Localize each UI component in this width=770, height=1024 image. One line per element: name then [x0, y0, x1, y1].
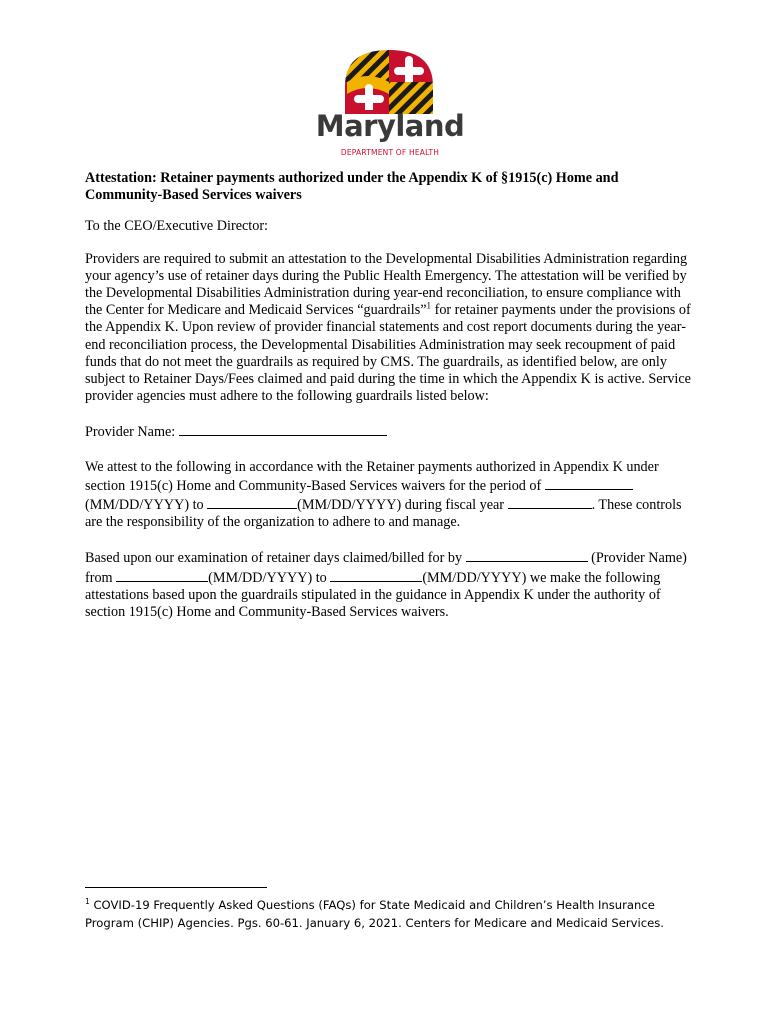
document-body: [85, 170, 695, 621]
intro-text-b: for retainer payments under the provisions of the Appendix K. Upon review of provider financial statements and cost report documents during the year-end reconciliation process, the Developmental Disabilities Administration may seek recoupment of paid funds that do not meet the guardrails as required by CMS. The guardrails, as identified below, are only subject to Retainer Days/Fees claimed and paid during the time in which the Appendix K is active. Service provider agencies must adhere to the following guardrails listed below:: [85, 302, 691, 405]
fiscal-year-field[interactable]: [508, 495, 592, 509]
examination-end-date-field[interactable]: [330, 568, 422, 582]
document-title: Attestation: Retainer payments authorized under the Appendix K of §1915(c) Home and Community-Based Services waivers: [85, 170, 619, 204]
attestation-paragraph: [85, 459, 695, 532]
footnote-reference[interactable]: 1: [426, 300, 432, 311]
logo-wordmark: Maryland: [315, 109, 465, 143]
examination-text-a: Based upon our examination of retainer days claimed/billed for by: [85, 550, 466, 567]
maryland-health-logo: [310, 50, 470, 160]
intro-text-a: Providers are required to submit an attestation to the Developmental Disabilities Administration regarding your agency’s use of retainer days during the Public Health Emergency. The attestation will be verified by the Developmental Disabilities Administration during year-end reconciliation, to ensure compliance with the Center for Medicare and Medicaid Services “guardrails”: [85, 250, 688, 319]
intro-paragraph: [85, 251, 695, 406]
attestation-text-a: We attest to the following in accordance with the Retainer payments authorized in Appendix K under section 1915(c) Home and Community-Based Services waivers for the period of: [85, 458, 659, 494]
examination-provider-field[interactable]: [466, 548, 588, 562]
period-start-date-field[interactable]: [545, 476, 633, 490]
provider-name-label: Provider Name:: [85, 424, 179, 441]
date-format-label-1: (MM/DD/YYYY) to: [85, 497, 208, 514]
examination-text-b: (Provider Name) from: [85, 550, 687, 586]
examination-start-date-field[interactable]: [116, 568, 208, 582]
maryland-flag-icon: [345, 50, 433, 114]
provider-name-line: [85, 422, 695, 441]
footnote: [85, 896, 700, 932]
footnote-text: COVID-19 Frequently Asked Questions (FAQs) for State Medicaid and Children’s Health Insurance Program (CHIP) Agencies. Pgs. 60-61. January 6, 2021. Centers for Medicare and Medicaid Services.: [85, 898, 664, 930]
salutation: To the CEO/Executive Director:: [85, 218, 268, 235]
footnote-divider: [85, 887, 267, 888]
examination-text-d: (MM/DD/YYYY) we make the following attestations based upon the guardrails stipulated in the guidance in Appendix K under the authority of section 1915(c) Home and Community-Based Services waivers.: [85, 569, 661, 621]
period-end-date-field[interactable]: [207, 495, 297, 509]
attestation-text-b: . These controls are the responsibility of the organization to adhere to and manage.: [85, 497, 682, 531]
footnote-number: 1: [85, 897, 90, 907]
examination-paragraph: [85, 548, 695, 621]
date-format-label-2: (MM/DD/YYYY) during fiscal year: [297, 497, 508, 514]
provider-name-field[interactable]: [179, 422, 387, 436]
examination-text-c: (MM/DD/YYYY) to: [208, 569, 331, 586]
logo-department: DEPARTMENT OF HEALTH: [340, 148, 440, 157]
